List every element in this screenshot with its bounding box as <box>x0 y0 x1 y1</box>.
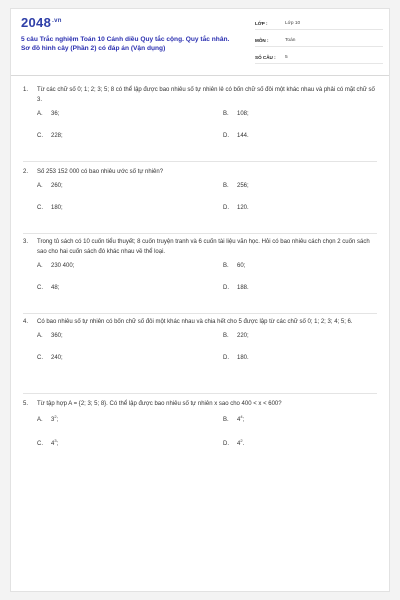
options <box>23 263 377 299</box>
meta-subject-value: Toán <box>285 37 296 43</box>
meta-panel <box>255 17 383 68</box>
question-text: Có bao nhiêu số tự nhiên có bốn chữ số đôi một khác nhau và chia hết cho 5 được lập từ các chữ số 0; 1; 2; 3; 4; 5; 6. <box>37 319 353 325</box>
options <box>23 333 377 369</box>
logo-suffix: .vn <box>52 17 62 24</box>
question-5 <box>23 399 377 453</box>
option-c[interactable]: C. 240; <box>37 355 63 361</box>
question-text: Từ tập hợp A = {2; 3; 5; 8}. Có thể lập được bao nhiêu số tự nhiên x sao cho 400 < x < 600? <box>37 401 282 407</box>
divider <box>23 393 377 394</box>
question-2 <box>23 167 377 219</box>
options <box>23 183 377 219</box>
question-number: 4. <box>23 319 29 325</box>
option-c[interactable]: C. 48; <box>37 285 60 291</box>
meta-subject-label: MÔN : <box>255 37 269 43</box>
option-c[interactable]: C. 180; <box>37 205 63 211</box>
option-d[interactable]: D. 4 2 . <box>223 438 245 447</box>
site-logo[interactable] <box>21 15 62 30</box>
option-a[interactable]: A. 360; <box>37 333 63 339</box>
logo-text: 2048 <box>21 15 52 30</box>
option-d[interactable]: D. 188. <box>223 285 249 291</box>
option-d[interactable]: D. 180. <box>223 355 249 361</box>
worksheet <box>10 8 390 592</box>
option-b[interactable]: B. 256; <box>223 183 249 189</box>
question-number: 2. <box>23 169 29 175</box>
option-c[interactable]: C. 228; <box>37 133 63 139</box>
option-a[interactable]: A. 230 400; <box>37 263 75 269</box>
question-number: 1. <box>23 87 29 93</box>
option-a[interactable]: A. 260; <box>37 183 63 189</box>
option-b[interactable]: B. 60; <box>223 263 246 269</box>
question-number: 5. <box>23 401 29 407</box>
meta-count-row <box>255 51 383 64</box>
header <box>11 9 389 76</box>
question-text: Trong tủ sách có 10 cuốn tiểu thuyết; 8 cuốn truyện tranh và 6 cuốn tài liệu văn học. Hỏi có bao nhiêu cách chọn 2 cuốn sách sao cho hai cuốn sách đó khác nhau về thể loại. <box>37 239 370 255</box>
question-3 <box>23 237 377 299</box>
question-text: Từ các chữ số 0; 1; 2; 3; 5; 8 có thể lập được bao nhiêu số tự nhiên lẻ có bốn chữ số đôi một khác nhau và phải có mặt chữ số 3. <box>37 87 375 103</box>
options <box>23 414 377 453</box>
divider <box>23 161 377 162</box>
question-text: Số 253 152 000 có bao nhiêu ước số tự nhiên? <box>37 169 164 175</box>
options <box>23 111 377 147</box>
option-c[interactable]: C. 4 3 ; <box>37 438 59 447</box>
divider <box>23 233 377 234</box>
question-4 <box>23 317 377 369</box>
meta-subject-row <box>255 34 383 47</box>
option-b[interactable]: B. 4 4 ; <box>223 414 245 423</box>
divider <box>23 313 377 314</box>
meta-class-label: LỚP : <box>255 20 268 26</box>
option-a[interactable]: A. 36; <box>37 111 60 117</box>
meta-count-value: 5 <box>285 54 288 60</box>
option-d[interactable]: D. 144. <box>223 133 249 139</box>
option-b[interactable]: B. 220; <box>223 333 249 339</box>
meta-count-label: SỐ CÂU : <box>255 54 276 60</box>
question-1 <box>23 85 377 147</box>
question-number: 3. <box>23 239 29 245</box>
option-b[interactable]: B. 108; <box>223 111 249 117</box>
option-a[interactable]: A. 3 2 ; <box>37 414 59 423</box>
page-title: 5 câu Trắc nghiệm Toán 10 Cánh diều Quy tắc cộng. Quy tắc nhân. Sơ đồ hình cây (Phần 2) có đáp án (Vận dụng) <box>21 36 230 52</box>
option-d[interactable]: D. 120. <box>223 205 249 211</box>
meta-class-row <box>255 17 383 30</box>
meta-class-value: Lớp 10 <box>285 20 301 26</box>
